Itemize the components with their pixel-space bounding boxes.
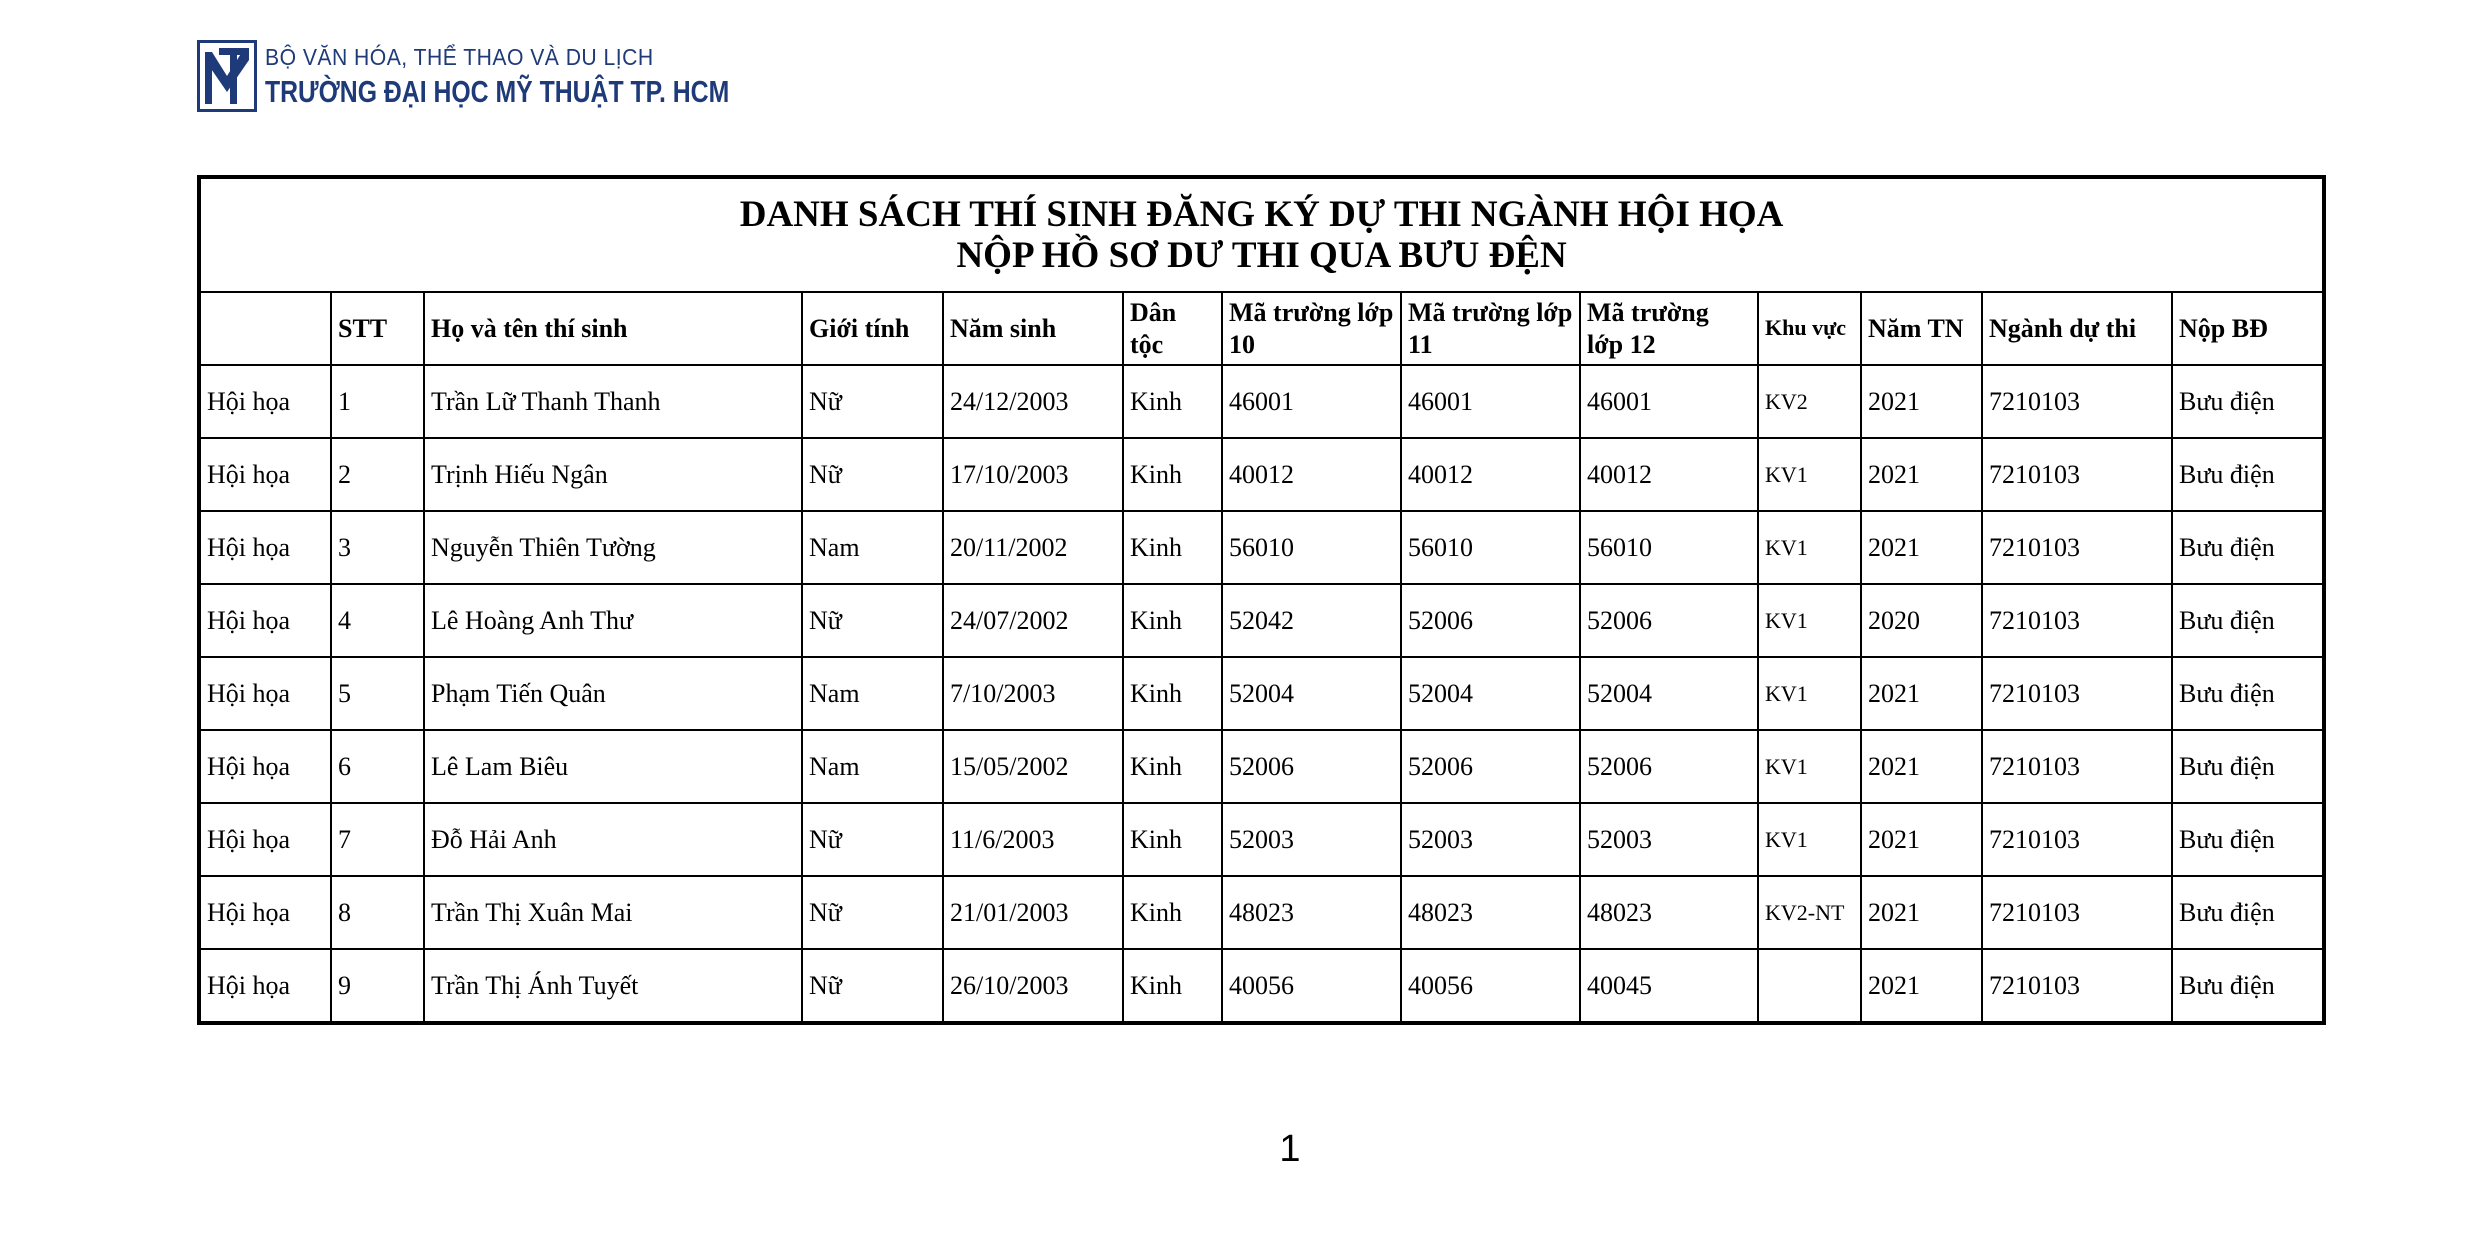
cell-school-11: 52003 <box>1401 803 1580 876</box>
cell-birth: 26/10/2003 <box>943 949 1123 1023</box>
cell-submission: Bưu điện <box>2172 584 2324 657</box>
cell-ethnicity: Kinh <box>1123 438 1222 511</box>
page-number: 1 <box>1279 1128 1301 1170</box>
cell-ethnicity: Kinh <box>1123 803 1222 876</box>
cell-school-10: 40012 <box>1222 438 1401 511</box>
cell-school-11: 52006 <box>1401 730 1580 803</box>
cell-birth: 7/10/2003 <box>943 657 1123 730</box>
cell-school-12: 40045 <box>1580 949 1758 1023</box>
cell-school-11: 56010 <box>1401 511 1580 584</box>
university-emblem-icon <box>197 40 257 112</box>
institution-name <box>265 43 845 109</box>
cell-birth: 15/05/2002 <box>943 730 1123 803</box>
cell-major: Hội họa <box>199 876 331 949</box>
cell-submission: Bưu điện <box>2172 730 2324 803</box>
cell-gender: Nữ <box>802 365 943 438</box>
col-header-region: Khu vực <box>1758 292 1861 365</box>
col-header-major <box>199 292 331 365</box>
cell-gender: Nữ <box>802 803 943 876</box>
institution-logo <box>197 40 845 112</box>
cell-school-11: 40056 <box>1401 949 1580 1023</box>
cell-region <box>1758 949 1861 1023</box>
cell-major: Hội họa <box>199 438 331 511</box>
cell-name: Nguyễn Thiên Tường <box>424 511 802 584</box>
cell-ethnicity: Kinh <box>1123 584 1222 657</box>
cell-grad-year: 2021 <box>1861 876 1982 949</box>
cell-name: Đỗ Hải Anh <box>424 803 802 876</box>
candidate-table <box>197 175 2326 1025</box>
cell-stt: 1 <box>331 365 424 438</box>
cell-region: KV1 <box>1758 511 1861 584</box>
cell-school-10: 52006 <box>1222 730 1401 803</box>
ministry-name: BỘ VĂN HÓA, THỂ THAO VÀ DU LỊCH <box>265 43 654 70</box>
cell-major-code: 7210103 <box>1982 511 2172 584</box>
cell-stt: 4 <box>331 584 424 657</box>
cell-school-12: 52006 <box>1580 584 1758 657</box>
cell-gender: Nữ <box>802 584 943 657</box>
cell-major-code: 7210103 <box>1982 365 2172 438</box>
cell-grad-year: 2021 <box>1861 438 1982 511</box>
cell-ethnicity: Kinh <box>1123 511 1222 584</box>
title-row <box>199 177 2324 292</box>
cell-submission: Bưu điện <box>2172 438 2324 511</box>
cell-major: Hội họa <box>199 949 331 1023</box>
cell-submission: Bưu điện <box>2172 365 2324 438</box>
cell-region: KV1 <box>1758 657 1861 730</box>
cell-ethnicity: Kinh <box>1123 657 1222 730</box>
cell-stt: 2 <box>331 438 424 511</box>
cell-school-10: 52003 <box>1222 803 1401 876</box>
cell-birth: 20/11/2002 <box>943 511 1123 584</box>
cell-stt: 3 <box>331 511 424 584</box>
cell-region: KV1 <box>1758 438 1861 511</box>
cell-gender: Nữ <box>802 438 943 511</box>
cell-major-code: 7210103 <box>1982 949 2172 1023</box>
cell-school-11: 52006 <box>1401 584 1580 657</box>
table-row <box>199 511 2324 584</box>
cell-ethnicity: Kinh <box>1123 876 1222 949</box>
cell-grad-year: 2020 <box>1861 584 1982 657</box>
cell-birth: 24/12/2003 <box>943 365 1123 438</box>
cell-region: KV1 <box>1758 803 1861 876</box>
cell-grad-year: 2021 <box>1861 657 1982 730</box>
col-header-gender: Giới tính <box>802 292 943 365</box>
cell-major: Hội họa <box>199 511 331 584</box>
cell-submission: Bưu điện <box>2172 949 2324 1023</box>
table-row <box>199 438 2324 511</box>
cell-major-code: 7210103 <box>1982 438 2172 511</box>
cell-name: Trần Thị Xuân Mai <box>424 876 802 949</box>
cell-gender: Nam <box>802 511 943 584</box>
title-line-2: NỘP HỒ SƠ DƯ THI QUA BƯU ĐỆN <box>956 235 1567 276</box>
table-row <box>199 876 2324 949</box>
cell-school-11: 48023 <box>1401 876 1580 949</box>
col-header-ethnicity: Dân tộc <box>1123 292 1222 365</box>
cell-grad-year: 2021 <box>1861 730 1982 803</box>
cell-school-10: 48023 <box>1222 876 1401 949</box>
cell-school-10: 52042 <box>1222 584 1401 657</box>
cell-grad-year: 2021 <box>1861 365 1982 438</box>
cell-grad-year: 2021 <box>1861 511 1982 584</box>
table-body <box>199 177 2324 1023</box>
cell-major-code: 7210103 <box>1982 730 2172 803</box>
col-header-name: Họ và tên thí sinh <box>424 292 802 365</box>
cell-major: Hội họa <box>199 803 331 876</box>
col-header-grad-year: Năm TN <box>1861 292 1982 365</box>
cell-major-code: 7210103 <box>1982 584 2172 657</box>
cell-submission: Bưu điện <box>2172 657 2324 730</box>
cell-school-10: 46001 <box>1222 365 1401 438</box>
cell-major: Hội họa <box>199 584 331 657</box>
col-header-stt: STT <box>331 292 424 365</box>
title-line-1: DANH SÁCH THÍ SINH ĐĂNG KÝ DỰ THI NGÀNH HỘI HỌA <box>739 193 1784 235</box>
cell-ethnicity: Kinh <box>1123 730 1222 803</box>
cell-grad-year: 2021 <box>1861 949 1982 1023</box>
cell-name: Trịnh Hiếu Ngân <box>424 438 802 511</box>
col-header-school-12: Mã trường lớp 12 <box>1580 292 1758 365</box>
cell-birth: 24/07/2002 <box>943 584 1123 657</box>
cell-region: KV1 <box>1758 730 1861 803</box>
cell-grad-year: 2021 <box>1861 803 1982 876</box>
cell-school-12: 56010 <box>1580 511 1758 584</box>
cell-school-11: 40012 <box>1401 438 1580 511</box>
cell-stt: 9 <box>331 949 424 1023</box>
table-title <box>199 177 2324 292</box>
cell-ethnicity: Kinh <box>1123 949 1222 1023</box>
cell-ethnicity: Kinh <box>1123 365 1222 438</box>
col-header-school-11: Mã trường lớp 11 <box>1401 292 1580 365</box>
cell-school-12: 52006 <box>1580 730 1758 803</box>
cell-school-10: 40056 <box>1222 949 1401 1023</box>
cell-region: KV2 <box>1758 365 1861 438</box>
cell-submission: Bưu điện <box>2172 876 2324 949</box>
col-header-birth: Năm sinh <box>943 292 1123 365</box>
cell-school-12: 46001 <box>1580 365 1758 438</box>
col-header-school-10: Mã trường lớp 10 <box>1222 292 1401 365</box>
cell-region: KV2-NT <box>1758 876 1861 949</box>
cell-stt: 6 <box>331 730 424 803</box>
cell-school-11: 46001 <box>1401 365 1580 438</box>
cell-major: Hội họa <box>199 365 331 438</box>
cell-stt: 5 <box>331 657 424 730</box>
cell-major: Hội họa <box>199 657 331 730</box>
cell-school-12: 52004 <box>1580 657 1758 730</box>
cell-stt: 7 <box>331 803 424 876</box>
cell-school-12: 52003 <box>1580 803 1758 876</box>
header-row <box>199 292 2324 365</box>
cell-gender: Nữ <box>802 949 943 1023</box>
cell-birth: 21/01/2003 <box>943 876 1123 949</box>
cell-submission: Bưu điện <box>2172 803 2324 876</box>
cell-gender: Nam <box>802 657 943 730</box>
cell-birth: 11/6/2003 <box>943 803 1123 876</box>
col-header-major-code: Ngành dự thi <box>1982 292 2172 365</box>
table-row <box>199 584 2324 657</box>
cell-name: Lê Lam Biêu <box>424 730 802 803</box>
cell-submission: Bưu điện <box>2172 511 2324 584</box>
cell-major-code: 7210103 <box>1982 803 2172 876</box>
col-header-submission: Nộp BĐ <box>2172 292 2324 365</box>
table-row <box>199 949 2324 1023</box>
table-row <box>199 365 2324 438</box>
cell-gender: Nữ <box>802 876 943 949</box>
cell-stt: 8 <box>331 876 424 949</box>
cell-major-code: 7210103 <box>1982 876 2172 949</box>
cell-name: Trần Thị Ánh Tuyết <box>424 949 802 1023</box>
cell-school-10: 52004 <box>1222 657 1401 730</box>
cell-school-10: 56010 <box>1222 511 1401 584</box>
cell-birth: 17/10/2003 <box>943 438 1123 511</box>
table-row <box>199 730 2324 803</box>
cell-school-12: 48023 <box>1580 876 1758 949</box>
cell-school-12: 40012 <box>1580 438 1758 511</box>
cell-gender: Nam <box>802 730 943 803</box>
cell-name: Phạm Tiến Quân <box>424 657 802 730</box>
cell-major: Hội họa <box>199 730 331 803</box>
cell-name: Lê Hoàng Anh Thư <box>424 584 802 657</box>
university-name: TRƯỜNG ĐẠI HỌC MỸ THUẬT TP. HCM <box>265 73 730 109</box>
cell-school-11: 52004 <box>1401 657 1580 730</box>
cell-name: Trần Lữ Thanh Thanh <box>424 365 802 438</box>
cell-region: KV1 <box>1758 584 1861 657</box>
table-row <box>199 803 2324 876</box>
cell-major-code: 7210103 <box>1982 657 2172 730</box>
table-row <box>199 657 2324 730</box>
